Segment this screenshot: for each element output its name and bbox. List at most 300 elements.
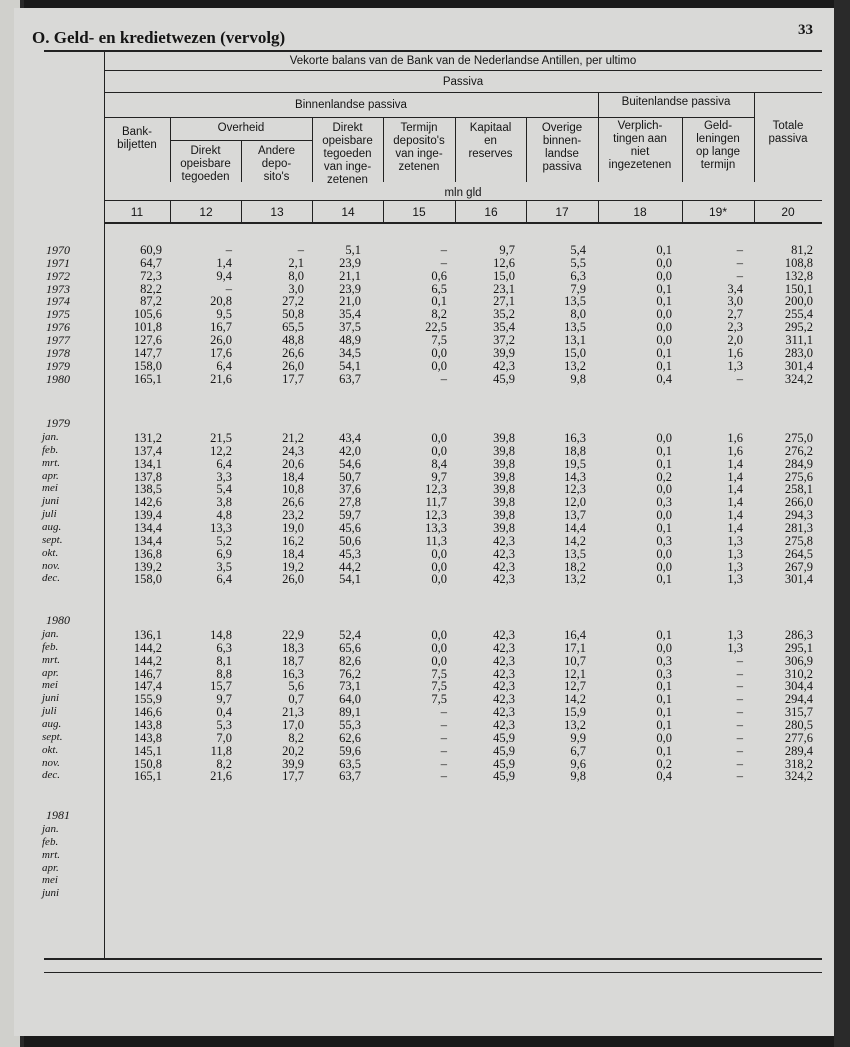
- table-cell: 12,3: [564, 482, 586, 497]
- table-cell: 1,6: [727, 443, 743, 458]
- table-cell: 132,8: [784, 268, 813, 283]
- table-cell: 37,6: [339, 482, 361, 497]
- header-direkt-ingezetenen: Direkt opeisbare tegoeden van inge- zetenen: [322, 122, 373, 186]
- table-cell: –: [440, 255, 447, 270]
- table-cell: 45,9: [493, 743, 515, 758]
- table-cell: –: [736, 255, 743, 270]
- header-overheid: Overheid: [217, 122, 265, 134]
- table-cell: 50,8: [282, 307, 304, 322]
- table-cell: 137,4: [133, 443, 162, 458]
- table-cell: 7,0: [216, 730, 232, 745]
- table-cell: 289,4: [784, 743, 813, 758]
- table-cell: 324,2: [784, 371, 813, 386]
- table-cell: 277,6: [784, 730, 813, 745]
- table-cell: 54,1: [339, 572, 361, 587]
- table-cell: 310,2: [784, 666, 813, 681]
- table-cell: 37,5: [339, 320, 361, 335]
- table-cell: 14,3: [564, 469, 586, 484]
- table-cell: 54,6: [339, 456, 361, 471]
- table-cell: 26,0: [282, 572, 304, 587]
- table-cell: 0,0: [656, 559, 672, 574]
- table-cell: 21,6: [210, 371, 232, 386]
- table-cell: 7,5: [431, 332, 447, 347]
- header-totale-passiva: Totale passiva: [768, 120, 808, 145]
- table-cell: 2,3: [727, 320, 743, 335]
- rule-subgroups: [104, 117, 754, 118]
- vline-num-14: [312, 200, 313, 222]
- table-cell: 42,3: [493, 358, 515, 373]
- table-cell: 6,4: [216, 572, 232, 587]
- table-cell: 1,4: [727, 508, 743, 523]
- table-cell: 39,8: [493, 508, 515, 523]
- table-cell: 9,6: [570, 756, 586, 771]
- month-label: juni: [42, 887, 60, 900]
- month-label: sept.: [42, 730, 63, 743]
- year-label: 1972: [46, 268, 70, 283]
- table-cell: 8,0: [288, 268, 304, 283]
- table-cell: 17,7: [282, 371, 304, 386]
- table-cell: 142,6: [133, 495, 162, 510]
- table-cell: 39,9: [282, 756, 304, 771]
- table-cell: 0,0: [431, 572, 447, 587]
- month-label: apr.: [42, 666, 59, 679]
- table-cell: 8,2: [431, 307, 447, 322]
- table-cell: 1,3: [727, 559, 743, 574]
- table-cell: 9,5: [216, 307, 232, 322]
- right-shadow: [834, 0, 850, 1047]
- table-cell: 0,7: [288, 692, 304, 707]
- table-cell: 0,4: [216, 705, 232, 720]
- table-cell: –: [736, 743, 743, 758]
- table-cell: 1,4: [727, 495, 743, 510]
- table-cell: 150,1: [784, 281, 813, 296]
- table-cell: –: [736, 268, 743, 283]
- table-cell: 0,1: [656, 294, 672, 309]
- table-cell: 280,5: [784, 717, 813, 732]
- table-cell: 108,8: [784, 255, 813, 270]
- table-cell: 45,9: [493, 371, 515, 386]
- table-cell: 16,7: [210, 320, 232, 335]
- table-cell: 12,6: [493, 255, 515, 270]
- table-cell: 82,6: [339, 653, 361, 668]
- table-cell: 13,2: [564, 358, 586, 373]
- table-cell: 143,8: [133, 730, 162, 745]
- table-cell: 6,3: [570, 268, 586, 283]
- table-cell: 18,7: [282, 653, 304, 668]
- table-cell: 20,2: [282, 743, 304, 758]
- table-cell: 144,2: [133, 653, 162, 668]
- vline-num-16: [455, 200, 456, 222]
- table-cell: 145,1: [133, 743, 162, 758]
- table-cell: 13,5: [564, 320, 586, 335]
- table-cell: 0,1: [656, 717, 672, 732]
- table-cell: –: [736, 692, 743, 707]
- table-cell: 0,0: [431, 628, 447, 642]
- table-cell: 295,2: [784, 320, 813, 335]
- table-cell: 0,1: [656, 705, 672, 720]
- year-label: 1970: [46, 243, 70, 257]
- table-cell: 294,3: [784, 508, 813, 523]
- table-cell: 18,8: [564, 443, 586, 458]
- table-cell: 266,0: [784, 495, 813, 510]
- table-cell: 42,3: [493, 640, 515, 655]
- table-cell: 9,7: [216, 692, 232, 707]
- table-cell: 158,0: [133, 358, 162, 373]
- rule-colnums: [104, 222, 822, 224]
- table-cell: –: [225, 243, 232, 257]
- table-cell: –: [736, 756, 743, 771]
- table-cell: 45,9: [493, 756, 515, 771]
- rule-title: [104, 70, 822, 71]
- table-cell: 0,0: [431, 431, 447, 445]
- table-cell: 15,7: [210, 679, 232, 694]
- table-cell: 21,5: [210, 431, 232, 445]
- table-cell: 35,4: [339, 307, 361, 322]
- month-label: juni: [42, 692, 60, 705]
- table-cell: 158,0: [133, 572, 162, 587]
- table-cell: 5,4: [216, 482, 232, 497]
- table-cell: 62,6: [339, 730, 361, 745]
- table-cell: 295,1: [784, 640, 813, 655]
- vline-num-12: [170, 200, 171, 222]
- table-cell: 48,8: [282, 332, 304, 347]
- table-cell: 13,5: [564, 294, 586, 309]
- table-cell: 301,4: [784, 572, 813, 587]
- month-label: juni: [42, 495, 60, 508]
- table-cell: 21,0: [339, 294, 361, 309]
- header-geldleningen: Geld- leningen op lange termijn: [695, 120, 741, 171]
- table-cell: 146,7: [133, 666, 162, 681]
- column-number: 14: [341, 205, 355, 219]
- year-label: 1975: [46, 307, 70, 322]
- table-cell: 73,1: [339, 679, 361, 694]
- rule-passiva: [104, 92, 822, 93]
- table-cell: 18,4: [282, 546, 304, 561]
- table-cell: 59,6: [339, 743, 361, 758]
- table-cell: 2,1: [288, 255, 304, 270]
- table-cell: 14,2: [564, 692, 586, 707]
- table-cell: 127,6: [133, 332, 162, 347]
- rule-top: [44, 50, 822, 52]
- table-cell: 39,8: [493, 520, 515, 535]
- table-cell: 101,8: [133, 320, 162, 335]
- month-label: apr.: [42, 469, 59, 482]
- table-cell: 13,7: [564, 508, 586, 523]
- year-label: 1974: [46, 294, 70, 309]
- year-label: 1976: [46, 320, 70, 335]
- table-cell: 6,3: [216, 640, 232, 655]
- table-cell: 283,0: [784, 345, 813, 360]
- table-cell: 63,7: [339, 769, 361, 784]
- table-cell: 39,8: [493, 495, 515, 510]
- table-cell: 44,2: [339, 559, 361, 574]
- table-cell: 147,4: [133, 679, 162, 694]
- table-cell: 258,1: [784, 482, 813, 497]
- month-label: dec.: [42, 572, 61, 585]
- table-cell: 0,6: [431, 268, 447, 283]
- table-cell: 12,1: [564, 666, 586, 681]
- table-cell: 134,4: [133, 520, 162, 535]
- table-cell: 64,7: [140, 255, 162, 270]
- table-cell: 12,3: [425, 482, 447, 497]
- year-label: 1977: [46, 332, 70, 347]
- table-cell: 0,1: [656, 243, 672, 257]
- month-label: aug.: [42, 520, 62, 533]
- table-cell: 13,1: [564, 332, 586, 347]
- column-number: 16: [484, 205, 498, 219]
- table-cell: 7,9: [570, 281, 586, 296]
- table-cell: 150,8: [133, 756, 162, 771]
- table-cell: 0,1: [656, 456, 672, 471]
- table-cell: 0,0: [656, 640, 672, 655]
- table-cell: 5,5: [570, 255, 586, 270]
- table-cell: 6,5: [431, 281, 447, 296]
- table-cell: 8,0: [570, 307, 586, 322]
- table-cell: 306,9: [784, 653, 813, 668]
- table-cell: 24,3: [282, 443, 304, 458]
- table-cell: 146,6: [133, 705, 162, 720]
- table-cell: 55,3: [339, 717, 361, 732]
- table-cell: 10,8: [282, 482, 304, 497]
- table-cell: 147,7: [133, 345, 162, 360]
- table-cell: 0,1: [656, 358, 672, 373]
- month-label: jan.: [42, 628, 59, 640]
- table-cell: 5,4: [570, 243, 586, 257]
- table-cell: 21,2: [282, 431, 304, 445]
- table-cell: 5,3: [216, 717, 232, 732]
- table-cell: 13,3: [210, 520, 232, 535]
- table-cell: 6,4: [216, 358, 232, 373]
- table-cell: 5,6: [288, 679, 304, 694]
- month-label: nov.: [42, 559, 60, 572]
- table-cell: 1,3: [727, 628, 743, 642]
- table-cell: 12,3: [425, 508, 447, 523]
- table-cell: –: [736, 679, 743, 694]
- table-cell: 0,0: [431, 640, 447, 655]
- table-cell: 7,5: [431, 666, 447, 681]
- table-cell: 0,2: [656, 756, 672, 771]
- month-label: juli: [42, 705, 57, 718]
- table-cell: 1,3: [727, 358, 743, 373]
- month-label: mrt.: [42, 848, 61, 861]
- vline-num-17: [526, 200, 527, 222]
- table-cell: 3,0: [288, 281, 304, 296]
- table-cell: 8,1: [216, 653, 232, 668]
- table-cell: 45,9: [493, 730, 515, 745]
- table-cell: 0,1: [656, 692, 672, 707]
- table-cell: –: [440, 717, 447, 732]
- vline-num-15: [383, 200, 384, 222]
- table-cell: 43,4: [339, 431, 361, 445]
- table-cell: 42,3: [493, 717, 515, 732]
- table-cell: 35,4: [493, 320, 515, 335]
- year-label: 1971: [46, 255, 70, 270]
- table-cell: 42,3: [493, 533, 515, 548]
- table-cell: 21,1: [339, 268, 361, 283]
- table-cell: 65,6: [339, 640, 361, 655]
- column-number: 15: [412, 205, 426, 219]
- month-label: jan.: [42, 431, 59, 443]
- table-cell: 143,8: [133, 717, 162, 732]
- table-cell: 13,2: [564, 717, 586, 732]
- table-cell: 0,0: [656, 730, 672, 745]
- month-label: dec.: [42, 769, 61, 782]
- table-cell: –: [736, 730, 743, 745]
- table-cell: 42,3: [493, 705, 515, 720]
- table-cell: 0,0: [656, 546, 672, 561]
- table-cell: –: [440, 769, 447, 784]
- month-label: nov.: [42, 756, 60, 769]
- table-cell: 267,9: [784, 559, 813, 574]
- table-cell: 0,1: [656, 345, 672, 360]
- table-cell: –: [440, 743, 447, 758]
- table-cell: 1,3: [727, 572, 743, 587]
- table-cell: 42,3: [493, 572, 515, 587]
- table-cell: 0,0: [656, 332, 672, 347]
- table-cell: 16,4: [564, 628, 586, 642]
- table-cell: 15,0: [564, 345, 586, 360]
- table-cell: –: [736, 705, 743, 720]
- table-cell: 136,8: [133, 546, 162, 561]
- table-cell: 9,9: [570, 730, 586, 745]
- month-label: feb.: [42, 835, 59, 848]
- table-cell: 3,8: [216, 495, 232, 510]
- column-number: 19*: [708, 205, 728, 219]
- table-cell: 13,2: [564, 572, 586, 587]
- table-cell: 286,3: [784, 628, 813, 642]
- table-cell: 136,1: [133, 628, 162, 642]
- table-cell: 0,3: [656, 533, 672, 548]
- table-cell: 255,4: [784, 307, 813, 322]
- table-cell: 0,4: [656, 371, 672, 386]
- table-cell: 0,0: [431, 653, 447, 668]
- table-cell: 6,4: [216, 456, 232, 471]
- table-cell: 284,9: [784, 456, 813, 471]
- table-cell: 54,1: [339, 358, 361, 373]
- table-cell: 27,1: [493, 294, 515, 309]
- table-cell: 0,0: [656, 431, 672, 445]
- table-cell: 72,3: [140, 268, 162, 283]
- table-cell: 0,1: [656, 743, 672, 758]
- column-number: 20: [781, 205, 795, 219]
- table-cell: 315,7: [784, 705, 813, 720]
- table-cell: 0,0: [431, 443, 447, 458]
- table-cell: 16,2: [282, 533, 304, 548]
- table-cell: 87,2: [140, 294, 162, 309]
- month-label: jan.: [42, 823, 59, 835]
- table-cell: 3,5: [216, 559, 232, 574]
- table-cell: 19,5: [564, 456, 586, 471]
- table-cell: 0,1: [656, 572, 672, 587]
- month-label: apr.: [42, 861, 59, 874]
- table-cell: 0,0: [431, 546, 447, 561]
- month-label: feb.: [42, 443, 59, 456]
- table-cell: 0,3: [656, 495, 672, 510]
- table-cell: 0,1: [656, 520, 672, 535]
- header-passiva: Passiva: [442, 76, 484, 88]
- table-cell: 13,3: [425, 520, 447, 535]
- table-cell: 1,4: [727, 482, 743, 497]
- table-cell: 1,6: [727, 345, 743, 360]
- table-cell: 26,0: [210, 332, 232, 347]
- table-cell: 0,0: [431, 559, 447, 574]
- column-number: 17: [555, 205, 569, 219]
- table-cell: 1,3: [727, 533, 743, 548]
- table-cell: 81,2: [791, 243, 813, 257]
- table-cell: 60,9: [140, 243, 162, 257]
- table-cell: 9,7: [431, 469, 447, 484]
- year-heading: 1980: [46, 613, 70, 627]
- table-cell: 8,2: [288, 730, 304, 745]
- header-overige-passiva: Overige binnen- landse passiva: [541, 122, 583, 173]
- table-cell: 0,3: [656, 666, 672, 681]
- table-cell: 294,4: [784, 692, 813, 707]
- table-cell: 304,4: [784, 679, 813, 694]
- year-label: 1978: [46, 345, 70, 360]
- month-label: okt.: [42, 743, 59, 756]
- table-cell: 39,8: [493, 456, 515, 471]
- table-cell: 39,9: [493, 345, 515, 360]
- table-cell: 0,0: [656, 268, 672, 283]
- table-cell: 165,1: [133, 371, 162, 386]
- table-cell: 22,5: [425, 320, 447, 335]
- table-cell: 12,7: [564, 679, 586, 694]
- table-cell: 23,9: [339, 255, 361, 270]
- table-cell: 19,0: [282, 520, 304, 535]
- table-cell: –: [736, 371, 743, 386]
- table-cell: 276,2: [784, 443, 813, 458]
- table-cell: 23,2: [282, 508, 304, 523]
- table-cell: –: [736, 653, 743, 668]
- table-cell: 35,2: [493, 307, 515, 322]
- table-cell: 3,3: [216, 469, 232, 484]
- table-cell: 12,2: [210, 443, 232, 458]
- rule-bottom-2: [44, 972, 822, 973]
- table-cell: 3,4: [727, 281, 743, 296]
- table-cell: 9,4: [216, 268, 232, 283]
- table-cell: 0,1: [656, 679, 672, 694]
- header-andere-deposito: Andere depo- sito's: [257, 145, 296, 183]
- table-cell: 131,2: [133, 431, 162, 445]
- table-cell: 63,7: [339, 371, 361, 386]
- table-cell: 26,6: [282, 345, 304, 360]
- year-label: 1973: [46, 281, 70, 296]
- table-cell: 27,2: [282, 294, 304, 309]
- rule-unit: [104, 200, 822, 201]
- table-cell: 134,1: [133, 456, 162, 471]
- table-cell: 8,2: [216, 756, 232, 771]
- table-cell: 0,0: [431, 358, 447, 373]
- table-cell: –: [440, 371, 447, 386]
- unit-label: mln gld: [444, 187, 482, 199]
- table-cell: 21,6: [210, 769, 232, 784]
- table-cell: 63,5: [339, 756, 361, 771]
- table-cell: 1,4: [727, 520, 743, 535]
- table-cell: 82,2: [140, 281, 162, 296]
- table-cell: 275,6: [784, 469, 813, 484]
- table-cell: 137,8: [133, 469, 162, 484]
- year-heading: 1979: [46, 416, 70, 430]
- table-cell: 14,2: [564, 533, 586, 548]
- table-cell: 17,1: [564, 640, 586, 655]
- table-cell: 1,3: [727, 546, 743, 561]
- column-number: 13: [270, 205, 284, 219]
- table-cell: 27,8: [339, 495, 361, 510]
- table-cell: 318,2: [784, 756, 813, 771]
- table-cell: –: [440, 756, 447, 771]
- table-cell: 37,2: [493, 332, 515, 347]
- table-cell: 0,4: [656, 769, 672, 784]
